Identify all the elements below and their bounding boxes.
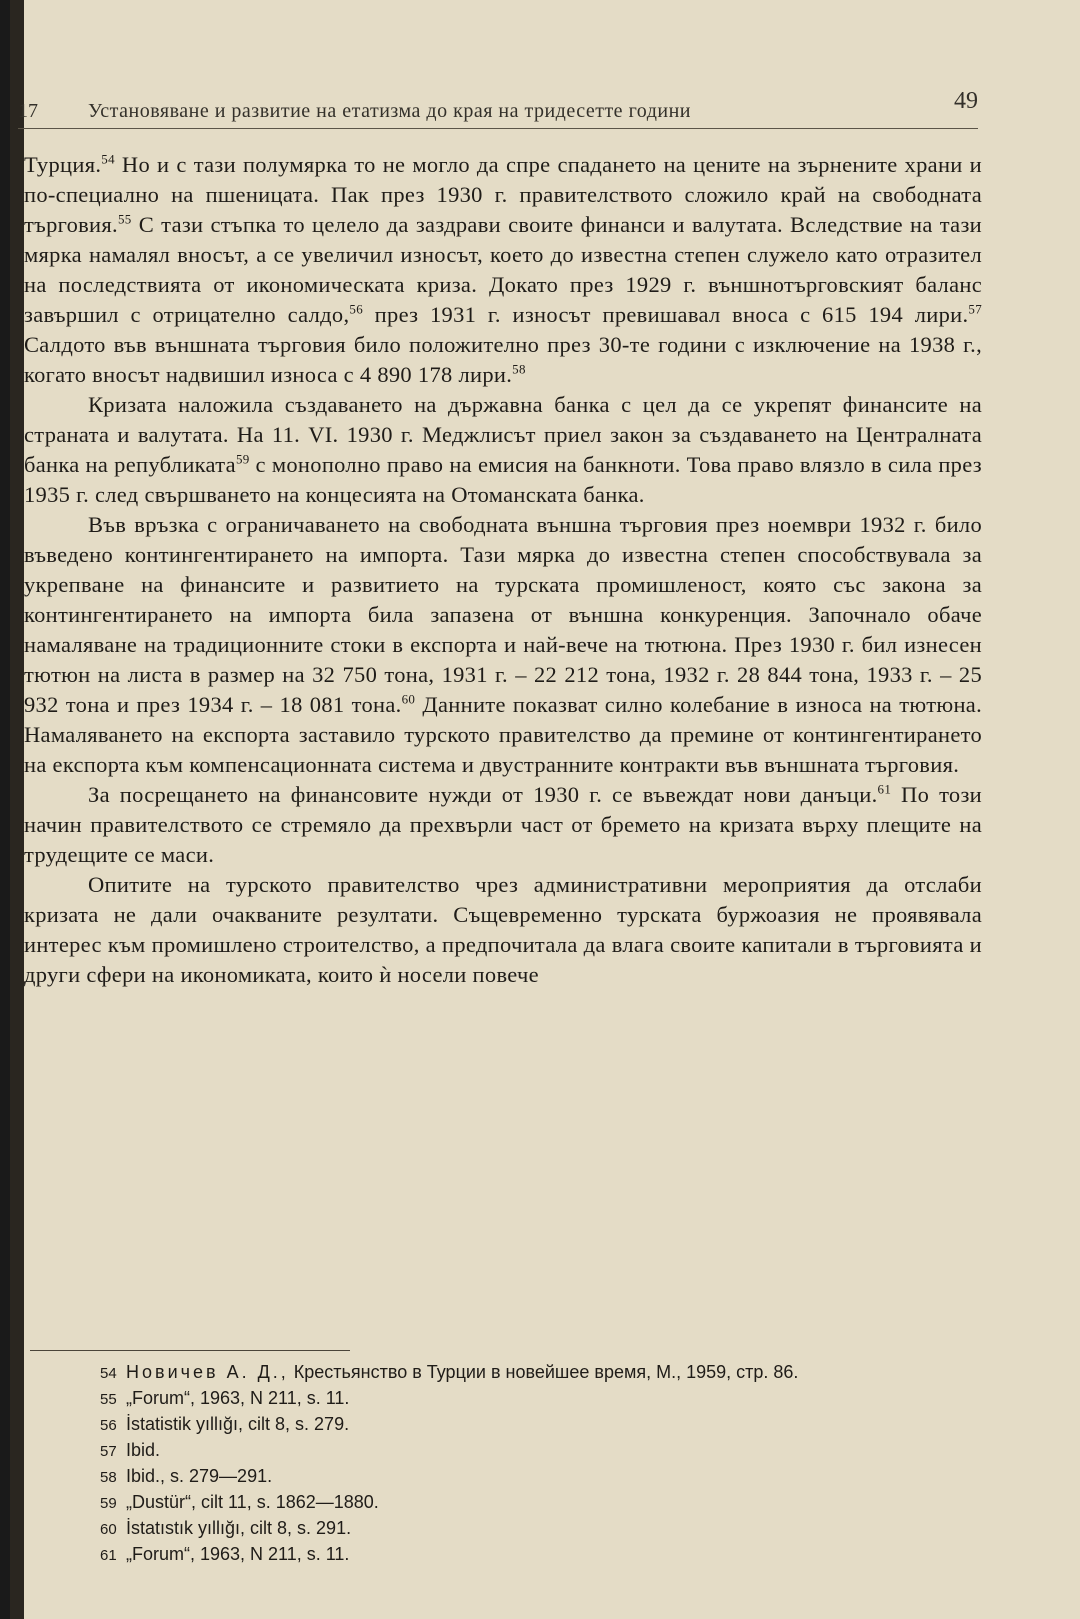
footnote-60: 60 İstatıstık yıllığı, cilt 8, s. 291. [100, 1518, 352, 1538]
paragraph-3: Във връзка с ограничаването на свободната външна търговия през ноември 1932 г. било въведено контингентирането на импорта. Тази мярка до известна степен способствувала за укрепване на финансите и развитието на турската промишленост, която със закона за контингентирането на импорта била запазена от външна конкуренция. Започнало обаче намаляване на традиционните стоки в експорта и най-вече на тютюна. През 1930 г. бил изнесен тютюн на листа в размер на 32 750 тона, 1931 г. – 22 212 тона, 1932 г. 28 844 тона, 1933 г. – 25 932 тона и през 1934 г. – 18 081 тона.$^{60}$ Данните показват силно колебание в износа на тютюна. Намаляването на експорта заставило турското правителство да премине от контингентирането на експорта към компенсационната система и двустранните контракти във външната търговия. [24, 512, 983, 777]
footnotes [30, 1360, 990, 1568]
footnote-58: 58 Ibid., s. 279—291. [100, 1466, 273, 1486]
page-number: 49 [954, 88, 978, 114]
footnote-55: 55 „Forum“, 1963, N 211, s. 11. [100, 1388, 350, 1408]
running-title: Установяване и развитие на етатизма до края на тридесетте години [88, 100, 691, 122]
book-spine [10, 0, 24, 1619]
footnote-57: 57 Ibid. [100, 1440, 161, 1460]
footnote-ref: 58 [512, 361, 526, 377]
running-head [18, 88, 978, 128]
paragraph-5: Опитите на турското правителство чрез административни мероприятия да отслаби кризата не дали очакваните резултати. Същевременно турската буржоазия не проявявала интерес към промишлено строителство, а предпочитала да влага своите капитали в търговията и други сфери на икономиката, които ѝ носели повече [24, 872, 982, 987]
paragraph-4: За посрещането на финансовите нужди от 1930 г. се въвеждат нови данъци.$^{61}$ По този начин правителството се стремяло да прехвърли част от бремето на кризата върху плещите на трудещите се маси. [24, 781, 982, 867]
header-rule [18, 128, 978, 129]
footnote-ref: 55 [117, 211, 132, 227]
footnote-54: 54 Новичев А. Д., Крестьянство в Турции в новейшее время, М., 1959, стр. 86. [100, 1362, 799, 1382]
footnote-59: 59 „Dustür“, cilt 11, s. 1862—1880. [100, 1492, 379, 1512]
footnote-ref: 56 [349, 301, 363, 317]
body-text [24, 150, 982, 990]
footnote-ref: 54 [101, 151, 115, 167]
footnote-rule [30, 1350, 350, 1351]
paragraph-1: Турция.$^{54}$ Но и с тази полумярка то не могло да спре спадането на цените на зърнените храни и по-специално на пшеницата. Пак през 1930 г. правителството сложило край на свободната търговия.$^{55}$ С тази стъпка то целело да заздрави своите финанси и валутата. Вследствие на тази мярка намалял вносът, а се увеличил износът, което до известна степен служело като отразител на последствията от икономическата криза. Докато през 1929 г. външнотърговският баланс завършил с отрицателно салдо,$^{56}$ през 1931 г. износът превишавал вноса с 615 194 лири.$^{57}$ Салдото във външната търговия било положително през 30-те години с изключение на 1938 г., когато вносът надвишил износа с 4 890 178 лири.$^{58}$ [24, 151, 982, 387]
footnote-ref: 60 [401, 691, 416, 707]
footnote-ref: 59 [235, 451, 250, 467]
footnote-author: Новичев А. Д., [126, 1362, 289, 1382]
paragraph-2: Кризата наложила създаването на държавна банка с цел да се укрепят финансите на страната и валутата. На 11. VI. 1930 г. Меджлисът приел закон за създаването на Централната банка на републиката$^{59}$ с монополно право на емисия на банкноти. Това право влязло в сила през 1935 г. след свършването на концесията на Отоманската банка. [24, 392, 982, 507]
footnote-61: 61 „Forum“, 1963, N 211, s. 11. [100, 1544, 350, 1564]
footnote-ref: 61 [877, 781, 892, 797]
footnote-56: 56 İstatistik yıllığı, cilt 8, s. 279. [100, 1414, 350, 1434]
chapter-marker: 17 [18, 100, 38, 122]
book-page [10, 0, 1080, 1619]
footnote-ref: 57 [968, 301, 982, 317]
